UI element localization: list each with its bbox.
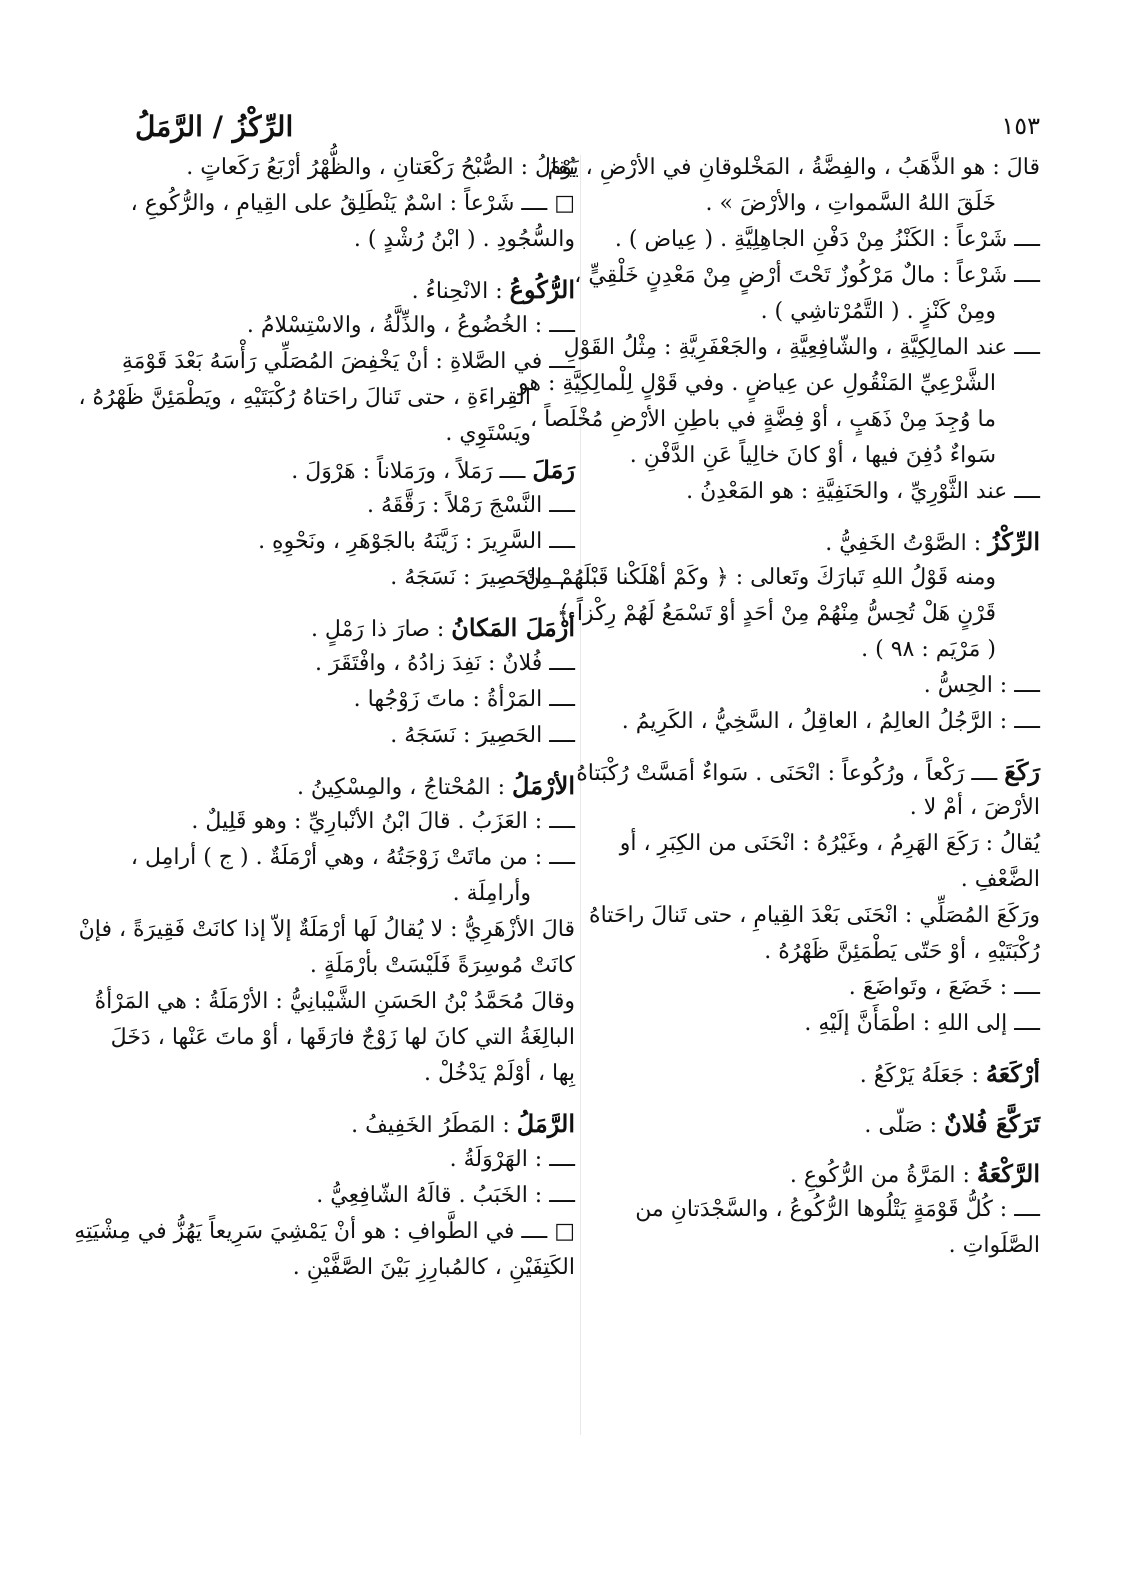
text-line: ــــ : الخَبَبُ . قالَهُ الشّافِعِيُّ .: [316, 1183, 575, 1208]
headword: رَكَعَ: [1004, 757, 1040, 786]
text-line: ( مَرْيَم : ٩٨ ) .: [861, 637, 996, 662]
text-line: ورَكَعَ المُصَلِّي : انْحَنَى بَعْدَ القِيامِ ، حتى تَنالَ راحَتاهُ: [589, 903, 1040, 928]
text-line: ــــ إلى اللهِ : اطْمَأَنَّ إلَيْهِ .: [804, 1011, 1040, 1036]
text-line: الضَّعْفِ .: [960, 867, 1040, 892]
text-line: ــــ : الرَّجُلُ العالِمُ ، العاقِلُ ، السَّخِيُّ ، الكَرِيمُ .: [621, 709, 1040, 734]
text-line: ويَسْتَوِي .: [445, 421, 531, 446]
entry-gap: [110, 754, 575, 768]
entry-headword-line: الرَّمَلُ : المَطَرُ الخَفِيفُ .: [351, 1109, 575, 1138]
text-line: يُقالُ : الصُّبْحُ رَكْعَتانِ ، والظُّهْرُ أرْبَعُ رَكَعاتٍ .: [186, 155, 575, 180]
text-line: ــــ عند الثَّوْرِيِّ ، والحَنَفِيَّةِ : هو المَعْدِنُ .: [686, 479, 1040, 504]
entry-gap: [110, 258, 575, 272]
text-line: ــــ : العَزَبُ . قالَ ابْنُ الأنْبارِيِّ : وهو قَلِيلٌ .: [191, 809, 575, 834]
left-column: [74, 150, 575, 1440]
headword: الرِّكْزُ: [988, 527, 1040, 556]
text-line: ــــ شَرْعاً : الكَنْزُ مِنْ دَفْنِ الجاهِلِيَّةِ . ( عِياض ) .: [614, 227, 1040, 252]
headword: الرَّمَلُ: [516, 1109, 575, 1138]
page-header: [110, 100, 1040, 150]
entry-headword-line: رَمَلَ ــــ رَمَلاً ، ورَمَلاناً : هَرْوَلَ .: [291, 455, 575, 484]
running-head: الرِّكْزُ / الرَّمَلُ: [135, 110, 294, 143]
entry-headword-line: الرَّكْعَةُ : المَرَّةُ من الرُّكُوعِ .: [789, 1159, 1040, 1188]
entry-headword-line: رَكَعَ ــــ رَكْعاً ، ورُكُوعاً : انْحَنَى . سَواءٌ أمَسَّتْ رُكْبَتاهُ: [576, 757, 1040, 786]
entry-gap: [575, 740, 1040, 754]
page-number: ١٥٣: [1001, 112, 1040, 140]
text-line: رُكْبَتَيْهِ ، أوْ حَتّى يَطْمَئِنَّ ظَهْرُهُ .: [764, 939, 1040, 964]
text-line: البالِغَةُ التي كانَ لها زَوْجٌ فارَقَها ، أوْ ماتَ عَنْها ، دَخَلَ: [110, 1025, 575, 1050]
text-line: وقالَ مُحَمَّدُ بْنُ الحَسَنِ الشَّيْبانِيُّ : الأرْمَلَةُ : هي المَرْأةُ: [94, 989, 575, 1014]
text-line: قالَ : هو الذَّهَبُ ، والفِضَّةُ ، المَخْلوقانِ في الأرْضِ ، يَوْمَ: [547, 155, 1040, 180]
text-line: قالَ الأزْهَرِيُّ : لا يُقالُ لَها أرْمَلَةٌ إلاّ إذا كانَتْ فَقِيرَةً ، فإنْ: [78, 917, 575, 942]
text-line: □ ــــ في الطَّوافِ : هو أنْ يَمْشِيَ سَرِيعاً يَهُزُّ في مِشْيَتِهِ: [74, 1219, 575, 1244]
headword: الأرْمَلُ: [512, 771, 575, 800]
text-line: ومِنْ كَنْزٍ . ( التَّمُرْتاشِي ) .: [760, 299, 996, 324]
text-line: ــــ : كُلُّ قَوْمَةٍ يَتْلُوها الرُّكُوعُ ، والسَّجْدَتانِ من: [635, 1197, 1040, 1222]
headword: الرَّكْعَةُ: [976, 1159, 1040, 1188]
text-line: ومنه قَوْلُ اللهِ تَبارَكَ وتَعالى : ﴿ وكَمْ أهْلَكْنا قَبْلَهُمْ مِنْ: [523, 565, 996, 590]
text-line: الصَّلَواتِ .: [948, 1233, 1040, 1258]
text-line: الشَّرْعِيِّ المَنْقُولِ عن عِياضٍ . وفي قَوْلٍ لِلْمالِكِيَّةِ : هو: [518, 371, 996, 396]
entry-headword-line: أرْكَعَهُ : جَعَلَهُ يَرْكَعُ .: [859, 1059, 1040, 1088]
entry-headword-line: أرْمَلَ المَكانُ : صارَ ذا رَمْلٍ .: [310, 613, 575, 642]
text-line: كانَتْ مُوسِرَةً فَلَيْسَتْ بأرْمَلَةٍ .: [309, 953, 575, 978]
entry-gap: [110, 1092, 575, 1106]
text-line: ــــ : الحِسُّ .: [923, 673, 1040, 698]
entry-gap: [575, 1042, 1040, 1056]
entry-headword-line: الرُّكُوعُ : الانْحِناءُ .: [411, 275, 575, 304]
text-line: الأرْضَ ، أمْ لا .: [909, 795, 1040, 820]
text-line: ــــ الحَصِيرَ : نَسَجَهُ .: [390, 565, 575, 590]
text-line: وأرامِلَة .: [452, 881, 531, 906]
headword: تَرَكَّعَ فُلانٌ: [944, 1109, 1040, 1138]
text-line: والسُّجُودِ . ( ابْنُ رُشْدٍ ) .: [353, 227, 575, 252]
text-line: ــــ الحَصِيرَ : نَسَجَهُ .: [390, 723, 575, 748]
entry-headword-line: الرِّكْزُ : الصَّوْتُ الخَفِيُّ .: [825, 527, 1040, 556]
headword: أرْمَلَ المَكانُ: [451, 613, 575, 642]
text-line: ــــ : خَضَعَ ، وتَواضَعَ .: [848, 975, 1040, 1000]
text-line: الكَتِفَيْنِ ، كالمُبارِزِ بَيْنَ الصَّفَّيْنِ .: [292, 1255, 575, 1280]
text-line: ــــ السَّرِيرَ : زَيَّنَهُ بالجَوْهَرِ ، ونَحْوِهِ .: [258, 529, 575, 554]
text-line: ــــ النَّسْجَ رَمْلاً : رَقَّقَهُ .: [366, 493, 575, 518]
entry-gap: [110, 596, 575, 610]
headword: أرْكَعَهُ: [985, 1059, 1040, 1088]
text-line: قَرْنٍ هَلْ تُحِسُّ مِنْهُمْ مِنْ أحَدٍ أوْ تَسْمَعُ لَهُمْ رِكْزاً ﴾: [556, 601, 996, 626]
text-line: ــــ في الصَّلاةِ : أنْ يَخْفِضَ المُصَلِّي رَأْسَهُ بَعْدَ قَوْمَةِ: [121, 349, 575, 374]
headword: الرُّكُوعُ: [509, 275, 575, 304]
entry-gap: [575, 1092, 1040, 1106]
text-line: ــــ المَرْأةُ : ماتَ زَوْجُها .: [353, 687, 575, 712]
text-line: ــــ : من ماتَتْ زَوْجَتُهُ ، وهي أرْمَلَةٌ . ( ج ) أرامِل ،: [130, 845, 575, 870]
entry-gap: [575, 1142, 1040, 1156]
entry-headword-line: تَرَكَّعَ فُلانٌ : صَلّى .: [864, 1109, 1040, 1138]
text-line: سَواءٌ دُفِنَ فيها ، أوْ كانَ خالِياً عَنِ الدَّفْنِ .: [629, 443, 996, 468]
entry-headword-line: الأرْمَلُ : المُحْتاجُ ، والمِسْكِينُ .: [296, 771, 575, 800]
text-line: خَلَقَ اللهُ السَّمواتِ ، والأرْضَ » .: [705, 191, 996, 216]
text-line: يُقالُ : رَكَعَ الهَرِمُ ، وغَيْرُهُ : انْحَنَى من الكِبَرِ ، أو: [619, 831, 1040, 856]
text-line: □ ــــ شَرْعاً : اسْمٌ يَنْطَلِقُ على القِيامِ ، والرُّكُوعِ ،: [130, 191, 575, 216]
headword: رَمَلَ: [532, 455, 575, 484]
text-line: ــــ : الهَرْوَلَةُ .: [449, 1147, 575, 1172]
text-line: بِها ، أوْلَمْ يَدْخُلْ .: [423, 1061, 575, 1086]
text-line: ــــ فُلانٌ : نَفِدَ زادُهُ ، وافْتَقَرَ .: [314, 651, 575, 676]
entry-gap: [575, 510, 1040, 524]
text-line: ــــ عند المالِكِيَّةِ ، والشّافِعِيَّةِ ، والجَعْفَرِيَّةِ : مِثْلُ القَوْلِ: [563, 335, 1040, 360]
text-line: القِراءَةِ ، حتى تَنالَ راحَتاهُ رُكْبَتَيْهِ ، ويَطْمَئِنَّ ظَهْرُهُ ،: [78, 385, 531, 410]
text-line: ــــ شَرْعاً : مالٌ مَرْكُوزٌ تَحْتَ أرْضٍ مِنْ مَعْدِنٍ خَلْقِيٍّ ،: [574, 263, 1040, 288]
text-line: ما وُجِدَ مِنْ ذَهَبٍ ، أوْ فِضَّةٍ في باطِنِ الأرْضِ مُخْلَصاً ،: [530, 407, 996, 432]
text-line: ــــ : الخُضُوعُ ، والذِّلَّةُ ، والاسْتِسْلامُ .: [246, 313, 575, 338]
